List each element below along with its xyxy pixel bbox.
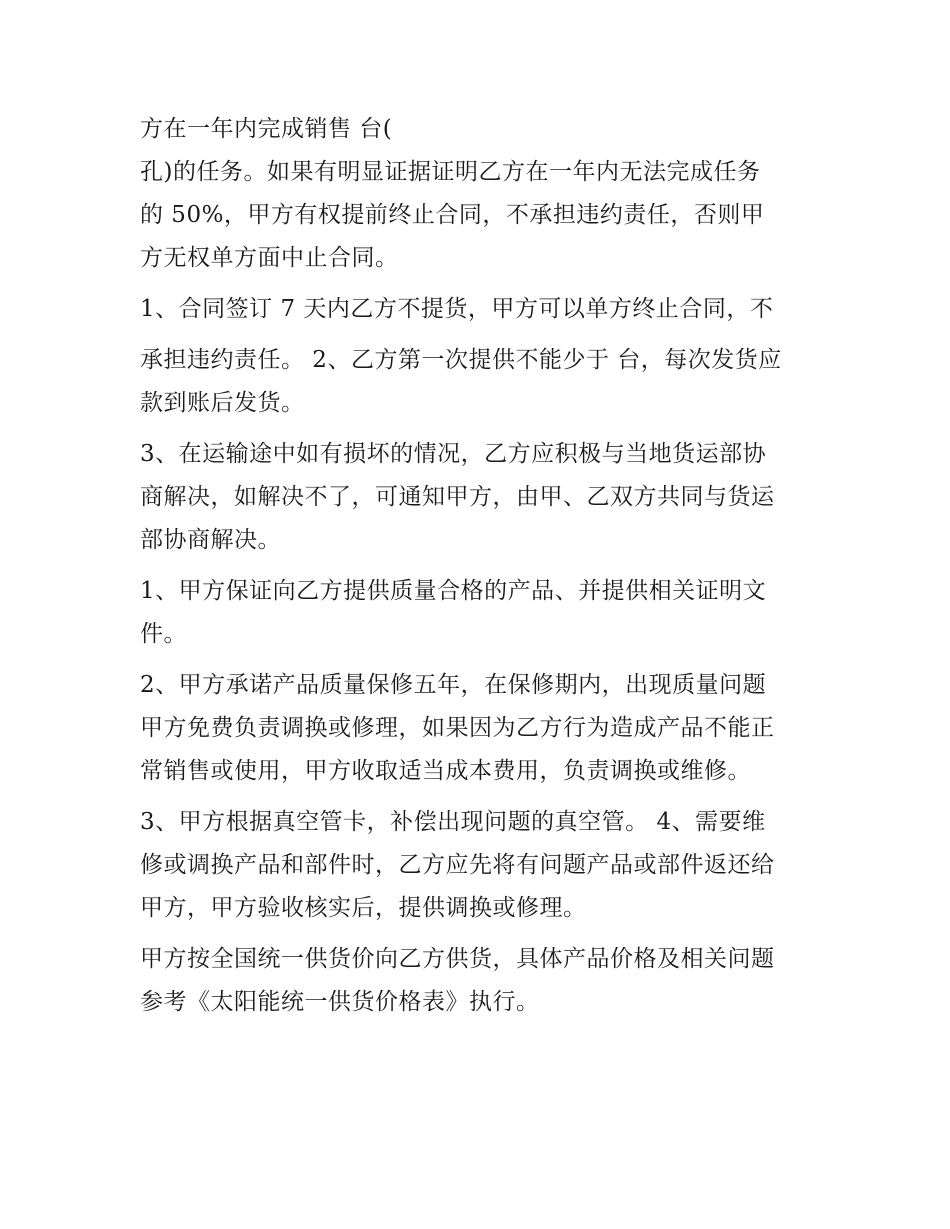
text-line: 的 50%，甲方有权提前终止合同，不承担违约责任，否则甲 [140,202,765,228]
text-line: 甲方免费负责调换或修理，如果因为乙方行为造成产品不能正 [140,715,775,741]
text-line: 款到账后发货。 [140,390,305,416]
text-line: 参考《太阳能统一供货价格表》执行。 [140,989,540,1015]
text-line: 3、甲方根据真空管卡，补偿出现问题的真空管。 4、需要维 [140,809,766,835]
text-line: 修或调换产品和部件时，乙方应先将有问题产品或部件返还给 [140,852,775,878]
text-line: 常销售或使用，甲方收取适当成本费用，负责调换或维修。 [140,758,751,784]
text-line: 孔)的任务。如果有明显证据证明乙方在一年内无法完成任务 [140,159,761,185]
text-line: 2、甲方承诺产品质量保修五年，在保修期内，出现质量问题 [140,672,767,698]
text-line: 3、在运输途中如有损坏的情况，乙方应积极与当地货运部协 [140,441,767,467]
text-line: 甲方，甲方验收核实后，提供调换或修理。 [140,895,587,921]
contract-body-text [140,108,820,1024]
text-line: 方在一年内完成销售 台( [140,116,393,142]
text-line: 1、合同签订 7 天内乙方不提货，甲方可以单方终止合同，不 [140,296,774,322]
text-line: 商解决，如解决不了，可通知甲方，由甲、乙双方共同与货运 [140,484,775,510]
text-line: 1、甲方保证向乙方提供质量合格的产品、并提供相关证明文 [140,578,767,604]
text-line: 方无权单方面中止合同。 [140,245,399,271]
text-line: 甲方按全国统一供货价向乙方供货，具体产品价格及相关问题 [140,946,775,972]
text-line: 承担违约责任。 2、乙方第一次提供不能少于 台，每次发货应 [140,347,782,373]
text-line: 部协商解决。 [140,527,281,553]
text-line: 件。 [140,621,187,647]
